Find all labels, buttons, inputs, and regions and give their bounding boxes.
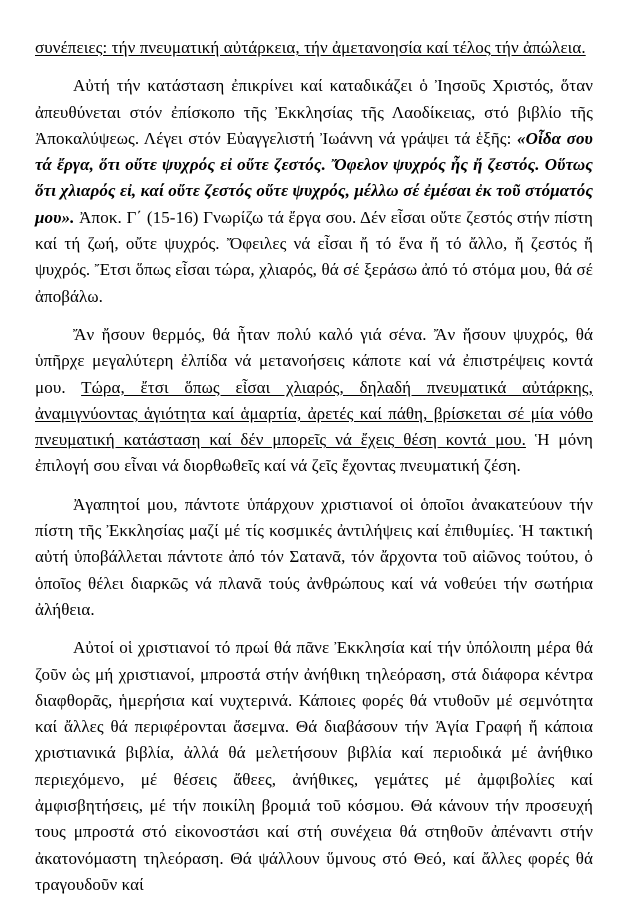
text-run: Αὐτοί οἱ χριστιανοί τό πρωί θά πᾶνε Ἐκκλησία καί τήν ὑπόλοιπη μέρα θά ζοῦν ὡς μή χριστιανοί, μπροστά στήν ἀνήθικη τηλεόραση, στά διάφορα κέντρα διαφθορᾶς, ἡμερήσια καί νυχτερινά. Κάποιες φορές θά ντυθοῦν μέ σεμνότητα καί ἄλλες θά περιφέρονται ἄσεμνα. Θά διαβάσουν τήν Ἁγία Γραφή ἤ κάποια χριστιανικά βιβλία, ἀλλά θά μελετήσουν βιβλία καί περιοδικά μέ ἀνήθικο περιεχόμενο, μέ θέσεις ἄθεες, ἀνήθικες, γεμάτες μέ ἀμφιβολίες καί ἀμφισβητήσεις, μέ τήν ποικίλη βρομιά τοῦ κόσμου. Θά κάνουν τήν προσευχή τους μπροστά στό εἰκονοστάσι καί στή συνέχεια θά στηθοῦν ἀπέναντι στήν ἀκατονόμαστη τηλεόραση. Θά ψάλλουν ὕμνους στό Θεό, καί ἄλλες φορές θά τραγουδοῦν καί	[35, 638, 593, 894]
continuation-paragraph	[35, 35, 593, 61]
text-run: Ἀγαπητοί μου, πάντοτε ὑπάρχουν χριστιανοί οἱ ὁποῖοι ἀνακατεύουν τήν πίστη τῆς Ἐκκλησίας μαζί μέ τίς κοσμικές ἀντιλήψεις καί ἐπιθυμίες. Ἡ τακτική αὐτή ὑποβάλλεται πάντοτε ἀπό τόν Σατανᾶ, τόν ἄρχοντα τοῦ αἰῶνος τούτου, ὁ ὁποῖος θέλει διαρκῶς νά πλανᾶ τούς ἀνθρώπους καί νά νοθεύει τήν σωτήρια ἀλήθεια.	[35, 494, 593, 619]
text-run: Ἄν ἤσουν θερμός, θά ἦταν πολύ καλό γιά σένα. Ἄν ἤσουν ψυχρός, θά ὑπῆρχε μεγαλύτερη ἐλπίδα νά μετανοήσεις κάποτε καί νά ἐπιστρέψεις κοντά μου.	[35, 324, 593, 397]
text-run: «Οἶδα σου τά ἔργα, ὅτι οὔτε ψυχρός εἰ οὔτε ζεστός. Ὄφελον ψυχρός ἦς ἤ ζεστός. Οὕτως ὅτι χλιαρός εἰ, καί οὔτε ζεστός οὔτε ψυχρός, μέλλω σέ ἐμέσαι ἐκ τοῦ στόματός μου».	[35, 128, 593, 227]
text-run: Ἀποκ. Γ΄ (15-16) Γνωρίζω τά ἔργα σου. Δέν εἶσαι οὔτε ζεστός στήν πίστη καί τή ζωή, οὔτε ψυχρός. Ὄφειλες νά εἶσαι ἤ τό ἕνα ἤ τό ἄλλο, ἤ ζεστός ἤ ψυχρός. Ἔτσι ὅπως εἶσαι τώρα, χλιαρός, θά σέ ξεράσω ἀπό τό στόμα μου, θά σέ ἀποβάλω.	[35, 207, 593, 306]
paragraph-lukewarm-warning	[35, 322, 593, 480]
text-run: Τώρα, ἔτσι ὅπως εἶσαι χλιαρός, δηλαδή πνευματικά αὐτάρκης, ἀναμιγνύοντας ἁγιότητα καί ἁμαρτία, ἀρετές καί πάθη, βρίσκεται σέ μία νόθο πνευματική κατάσταση καί δέν μπορεῖς νά ἔχεις θέση κοντά μου.	[35, 377, 593, 450]
text-run: Αὐτή τήν κατάσταση ἐπικρίνει καί καταδικάζει ὁ Ἰησοῦς Χριστός, ὅταν ἀπευθύνεται στόν ἐπίσκοπο τῆς Ἐκκλησίας τῆς Λαοδίκειας, στό βιβλίο τῆς Ἀποκαλύψεως. Λέγει στόν Εὐαγγελιστή Ἰωάννη νά γράψει τά ἑξῆς:	[35, 76, 593, 148]
paragraph-laodicea-rebuke	[35, 73, 593, 310]
text-run: Ἡ μόνη ἐπιλογή σου εἶναι νά διορθωθεῖς καί νά ζεῖς ἔχοντας πνευματική ζέση.	[35, 430, 593, 476]
text-run: συνέπειες: τήν πνευματική αὐτάρκεια, τήν ἀμετανοησία καί τέλος τήν ἀπώλεια.	[35, 38, 586, 57]
text-body	[35, 35, 593, 898]
paragraph-double-life	[35, 635, 593, 898]
paragraph-worldly-christians	[35, 492, 593, 623]
